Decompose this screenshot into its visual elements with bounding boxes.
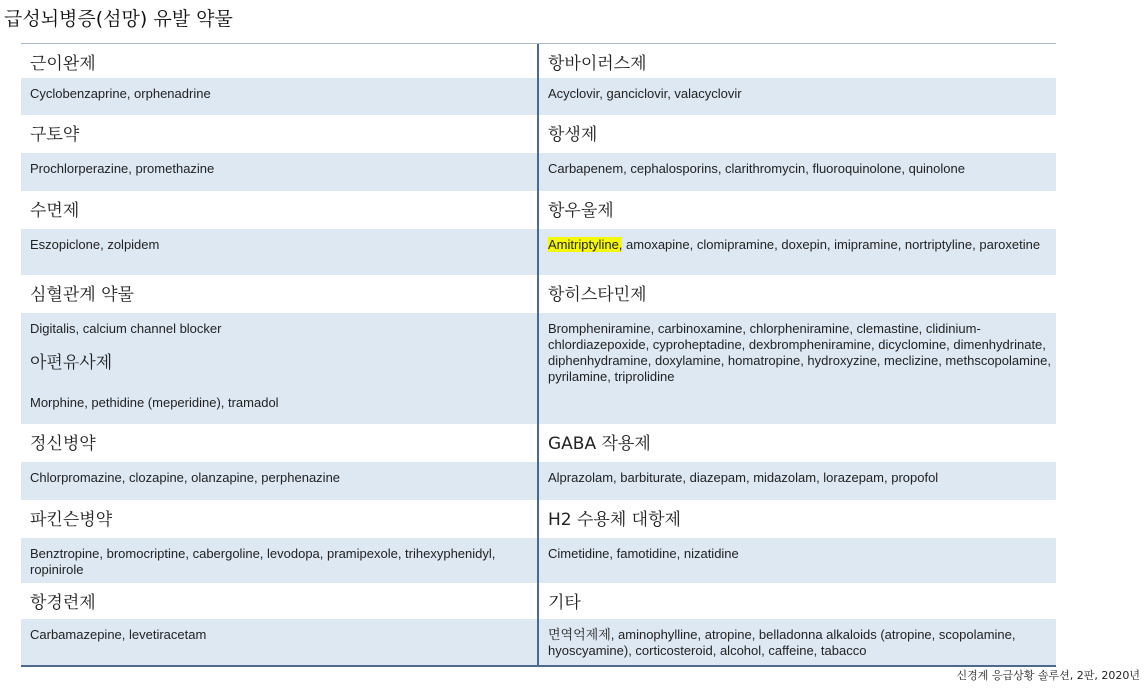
drugs-hypnotic: Eszopiclone, zolpidem [21,229,539,275]
drugs-antipsychotic: Chlorpromazine, clozapine, olanzapine, perphenazine [21,462,539,500]
category-antiviral: 항바이러스제 [539,44,1056,78]
drugs-antidepressant-rest: amoxapine, clomipramine, doxepin, imipramine, nortriptyline, paroxetine [622,237,1041,252]
drugs-cardiovascular: Digitalis, calcium channel blocker [21,313,539,351]
drugs-muscle-relaxant: Cyclobenzaprine, orphenadrine [21,78,539,115]
drugs-antibiotic: Carbapenem, cephalosporins, clarithromycin, fluoroquinolone, quinolone [539,153,1056,191]
category-antipsychotic: 정신병약 [21,424,539,462]
drug-table [21,43,1056,584]
drugs-gaba-agonist: Alprazolam, barbiturate, diazepam, midazolam, lorazepam, propofol [539,462,1056,500]
category-antidepressant: 항우울제 [539,191,1056,229]
category-h2-antagonist: H2 수용체 대항제 [539,500,1056,538]
drug-table-tail [21,583,1056,667]
category-antibiotic: 항생제 [539,115,1056,153]
drugs-antihistamine: Brompheniramine, carbinoxamine, chlorpheniramine, clemastine, clidinium-chlordiazepoxide, cyproheptadine, dexbrompheniramine, dicyclomine, dimenhydrinate, diphenhydramine, doxylamine, homatropine, hydroxyzine, meclizine, methscopolamine, pyrilamine, triprolidine [539,313,1056,424]
drugs-anticonvulsant: Carbamazepine, levetiracetam [21,619,539,665]
category-hypnotic: 수면제 [21,191,539,229]
category-cardiovascular: 심혈관계 약물 [21,275,539,313]
category-antihistamine: 항히스타민제 [539,275,1056,313]
page-title: 급성뇌병증(섬망) 유발 약물 [4,8,233,30]
highlighted-drug: Amitriptyline, [548,237,623,252]
drugs-opioid: Morphine, pethidine (meperidine), tramadol [21,387,539,424]
category-antiemetic: 구토약 [21,115,539,153]
category-gaba-agonist: GABA 작용제 [539,424,1056,462]
category-muscle-relaxant: 근이완제 [21,44,539,78]
category-other: 기타 [539,583,1056,619]
category-parkinson: 파킨슨병약 [21,500,539,538]
category-opioid: 아편유사제 [21,351,539,387]
drugs-antiviral: Acyclovir, ganciclovir, valacyclovir [539,78,1056,115]
drugs-antidepressant [539,229,1056,275]
drugs-other: 면역억제제, aminophylline, atropine, belladonna alkaloids (atropine, scopolamine, hyoscyamine), corticosteroid, alcohol, caffeine, tabacco [539,619,1056,665]
category-anticonvulsant: 항경련제 [21,583,539,619]
drugs-h2-antagonist: Cimetidine, famotidine, nizatidine [539,538,1056,584]
source-citation: 신경계 응급상황 솔루션, 2판, 2020년 [956,669,1140,682]
drugs-antiemetic: Prochlorperazine, promethazine [21,153,539,191]
drugs-parkinson: Benztropine, bromocriptine, cabergoline, levodopa, pramipexole, trihexyphenidyl, ropinirole [21,538,539,584]
